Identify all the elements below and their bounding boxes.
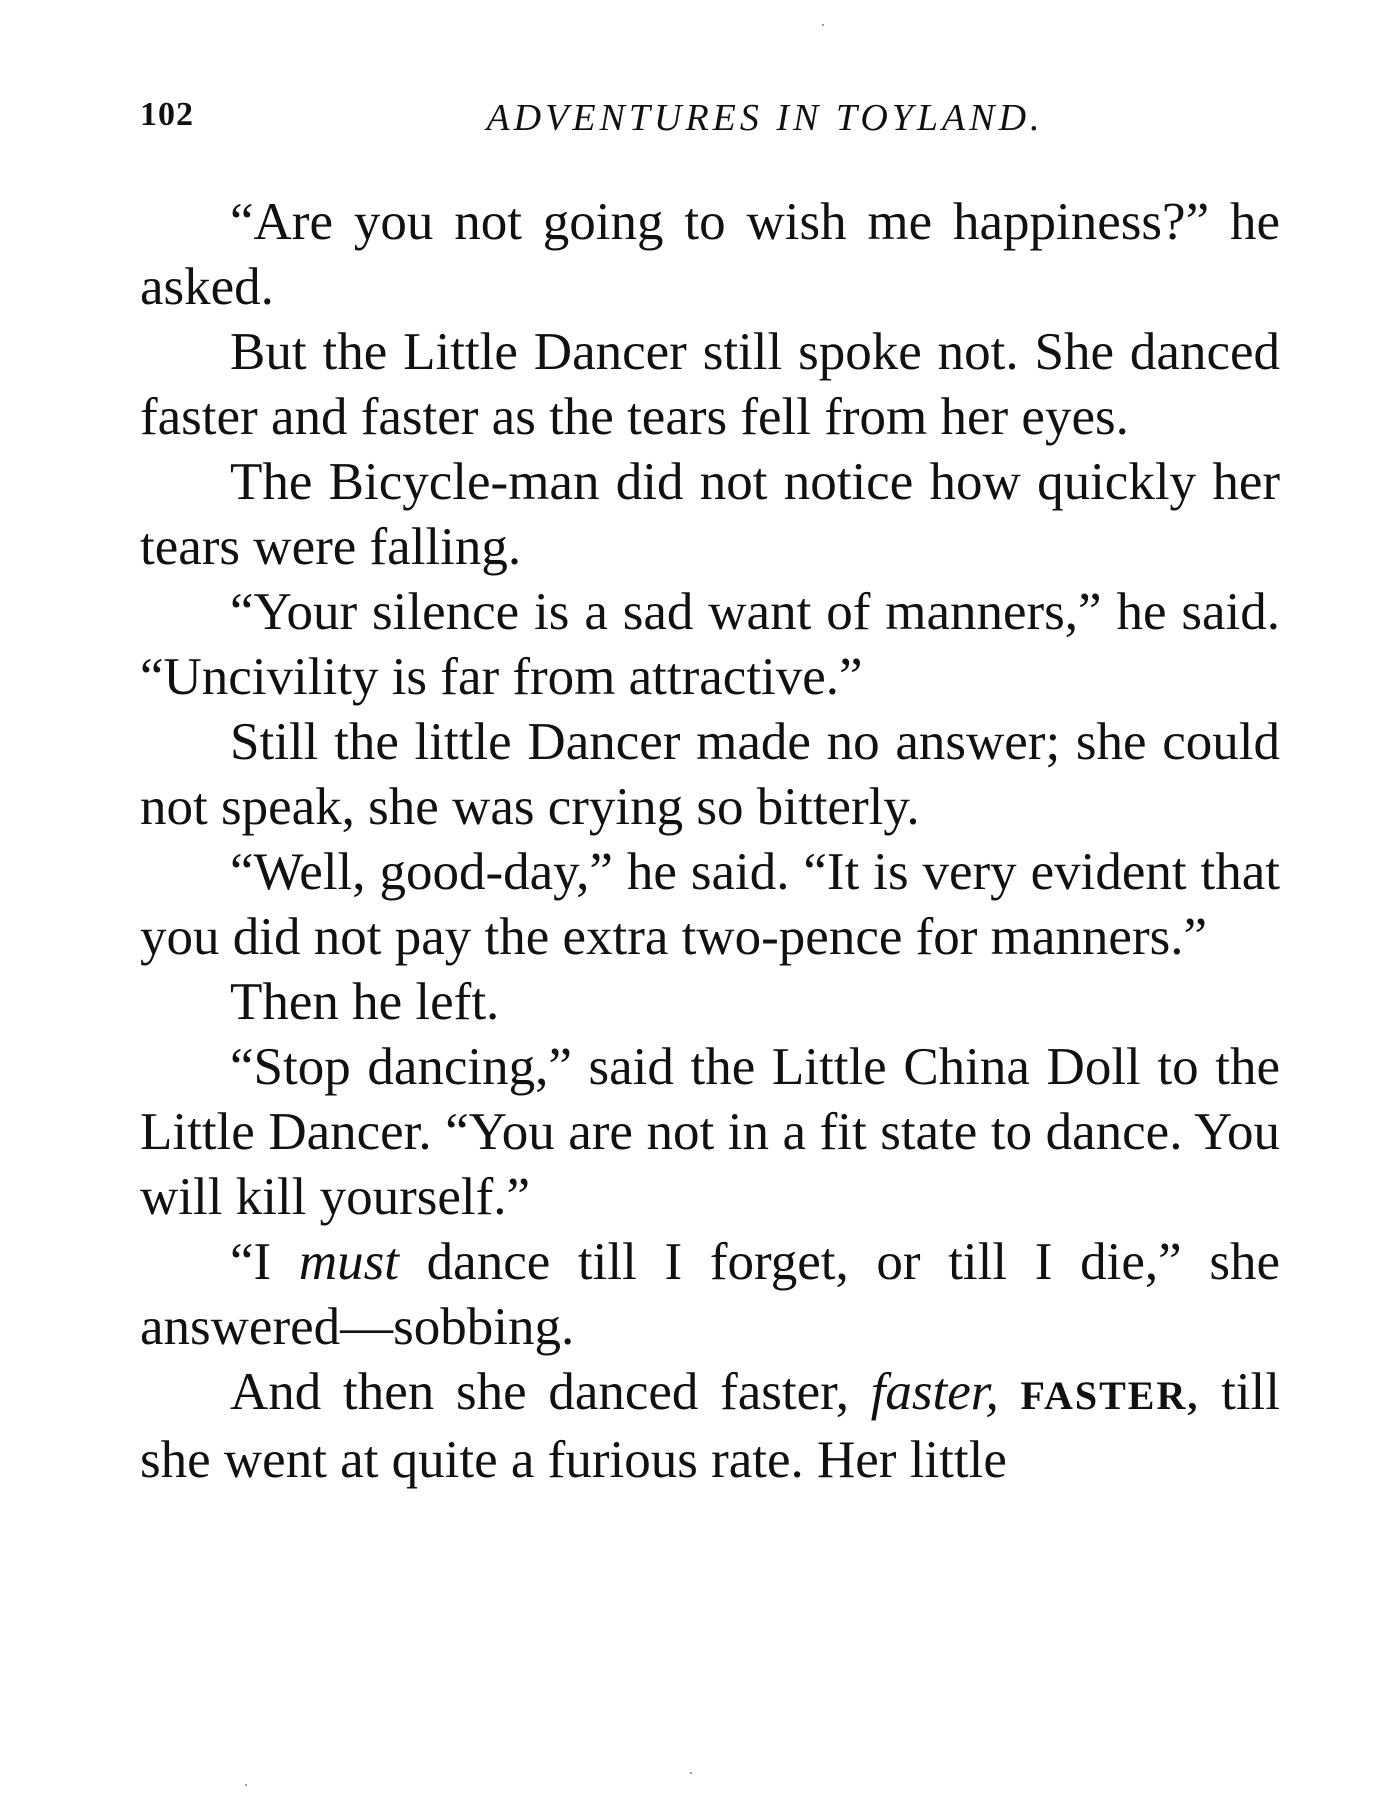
paragraph: But the Little Dancer still spoke not. She danced faster and faster as the tears fell from her eyes. [140, 323, 1280, 446]
body-text [140, 190, 1280, 1493]
paragraph: “Your silence is a sad want of manners,” he said. “Uncivility is far from attractive.” [140, 583, 1280, 706]
paragraph: The Bicycle-man did not notice how quickly her tears were falling. [140, 453, 1280, 576]
small-caps-text: FASTER, [1020, 1373, 1200, 1418]
emphasis-text: faster, [870, 1363, 999, 1421]
text-run: dance till I forget, or till I die,” she answered—sobbing. [140, 1233, 1280, 1356]
text-run: “I [230, 1233, 299, 1291]
paragraph [140, 1360, 1280, 1493]
print-speck [690, 1772, 692, 1774]
paragraph: “Are you not going to wish me happiness?” he asked. [140, 193, 1280, 316]
page-header [140, 96, 1280, 156]
text-run [999, 1363, 1021, 1421]
paragraph: “Stop dancing,” said the Little China Doll to the Little Dancer. “You are not in a fit state to dance. You will kill yourself.” [140, 1038, 1280, 1226]
text-run: till she went at quite a furious rate. Her little [140, 1363, 1280, 1489]
print-speck [245, 1784, 247, 1786]
paragraph: “Well, good-day,” he said. “It is very evident that you did not pay the extra two-pence for manners.” [140, 843, 1280, 966]
print-speck [822, 24, 824, 26]
page-number: 102 [140, 96, 194, 133]
text-run: And then she danced faster, [230, 1363, 871, 1421]
paragraph [140, 1230, 1280, 1360]
running-head: ADVENTURES IN TOYLAND. [486, 97, 1044, 139]
paragraph: Then he left. [230, 973, 500, 1031]
paragraph: Still the little Dancer made no answer; she could not speak, she was crying so bitterly. [140, 713, 1280, 836]
emphasis-text: must [298, 1233, 399, 1291]
